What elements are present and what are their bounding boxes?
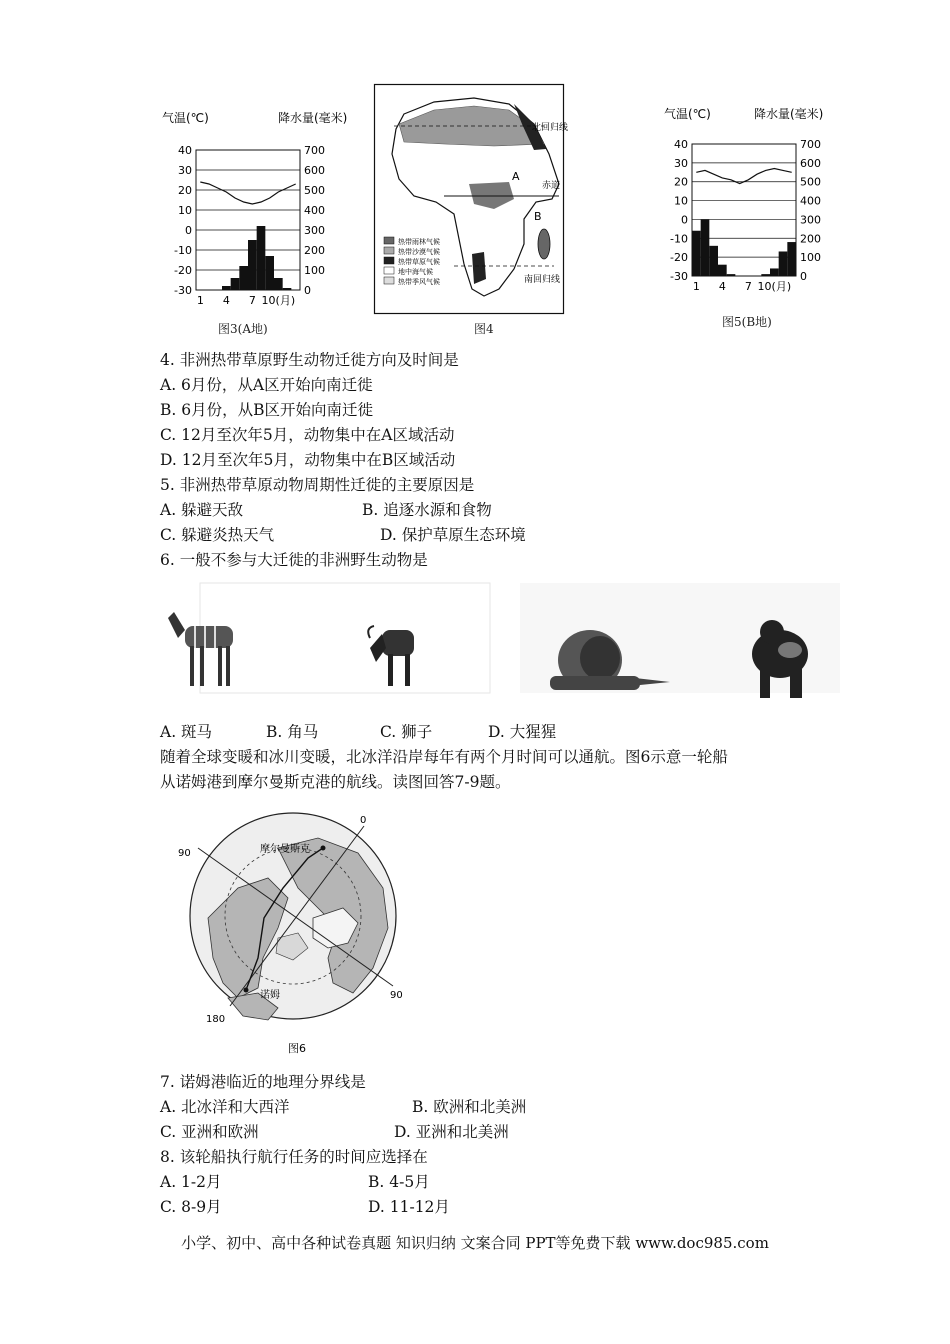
fig5-precip-bars xyxy=(692,219,796,276)
fig3-bar xyxy=(257,226,266,290)
fig5-right-tick: 300 xyxy=(800,213,821,227)
q4-option-c: C. 12月至次年5月，动物集中在A区域活动 xyxy=(160,426,455,444)
fig5-x-tick: 10(月) xyxy=(757,280,792,293)
fig3-x-ticks xyxy=(197,294,295,307)
passage-line-2: 从诺姆港到摩尔曼斯克港的航线。读图回答7-9题。 xyxy=(160,773,511,791)
fig3-bar xyxy=(265,256,274,290)
fig3-left-tick: 10 xyxy=(178,204,192,217)
q5-stem: 5. 非洲热带草原动物周期性迁徙的主要原因是 xyxy=(160,476,475,494)
fig5-bar xyxy=(761,274,770,276)
fig3-left-axis-label: 气温(℃) xyxy=(162,111,209,125)
fig4-caption: 图4 xyxy=(474,322,494,336)
fig3-right-ticks xyxy=(304,144,325,297)
fig3-left-tick: 30 xyxy=(178,164,192,177)
q4-option-d: D. 12月至次年5月，动物集中在B区域活动 xyxy=(160,451,456,469)
q4-option-a: A. 6月份，从A区开始向南迁徙 xyxy=(160,376,373,394)
fig3-left-tick: -20 xyxy=(174,264,192,277)
q8-stem: 8. 该轮船执行航行任务的时间应选择在 xyxy=(160,1148,428,1166)
madagascar xyxy=(538,229,550,259)
legend-item: 热带草原气候 xyxy=(398,258,440,266)
label-murmansk: 摩尔曼斯克 xyxy=(260,844,310,855)
fig3-right-tick: 200 xyxy=(304,244,325,257)
animals-photo-strip xyxy=(160,578,850,718)
fig6-caption: 图6 xyxy=(288,1042,306,1055)
q7-option-a: A. 北冰洋和大西洋 xyxy=(160,1098,290,1116)
label-lon-180: 180 xyxy=(206,1014,226,1025)
fig3-bar xyxy=(239,266,248,290)
q8-option-c: C. 8-9月 xyxy=(160,1198,222,1216)
q7-option-b: B. 欧洲和北美洲 xyxy=(412,1098,527,1116)
fig3-left-ticks xyxy=(174,144,192,297)
legend-item: 热带雨林气候 xyxy=(398,238,440,246)
fig3-right-tick: 100 xyxy=(304,264,325,277)
q8-option-a: A. 1-2月 xyxy=(160,1173,222,1191)
fig5-bar xyxy=(787,242,796,276)
fig5-right-tick: 0 xyxy=(800,270,807,283)
fig5-x-ticks xyxy=(693,280,791,293)
fig3-caption: 图3(A地) xyxy=(218,322,268,336)
fig5-right-tick: 700 xyxy=(800,138,821,151)
q7-stem: 7. 诺姆港临近的地理分界线是 xyxy=(160,1073,366,1091)
fig3-bar xyxy=(248,240,257,290)
q6-option-d: D. 大猩猩 xyxy=(488,723,557,741)
fig5-right-tick: 400 xyxy=(800,194,821,208)
fig5-right-tick: 500 xyxy=(800,175,821,189)
fig5-left-tick: 0 xyxy=(681,213,688,227)
q8-option-b: B. 4-5月 xyxy=(368,1173,430,1191)
label-nome: 诺姆 xyxy=(260,990,280,1001)
fig5-bar xyxy=(770,268,779,276)
fig5-left-tick: 20 xyxy=(674,175,688,189)
q5-option-b: B. 追逐水源和食物 xyxy=(362,501,492,519)
fig3-x-tick: 1 xyxy=(196,294,204,307)
fig5-left-axis-label: 气温(℃) xyxy=(664,107,711,121)
q6-stem: 6. 一般不参与大迁徙的非洲野生动物是 xyxy=(160,551,428,569)
fig5-bar xyxy=(709,246,718,276)
fig5-left-tick: 40 xyxy=(674,138,688,151)
q5-option-c: C. 躲避炎热天气 xyxy=(160,526,275,544)
fig5-left-tick: -30 xyxy=(670,270,688,283)
fig3-bar xyxy=(231,278,240,290)
fig3-right-tick: 700 xyxy=(304,144,325,157)
legend-item: 地中海气候 xyxy=(398,268,433,276)
q4-option-b: B. 6月份，从B区开始向南迁徙 xyxy=(160,401,373,419)
label-lon-90-right: 90 xyxy=(390,990,403,1001)
fig5-right-ticks xyxy=(800,138,821,283)
fig5-right-axis-label: 降水量(毫米) xyxy=(754,107,824,121)
q4-stem: 4. 非洲热带草原野生动物迁徙方向及时间是 xyxy=(160,351,459,369)
fig3-precip-bars xyxy=(222,226,291,290)
fig5-left-tick: 30 xyxy=(674,156,688,170)
fig3-right-tick: 300 xyxy=(304,224,325,237)
figure3-climate-chart xyxy=(160,100,360,345)
fig5-left-ticks xyxy=(670,138,688,283)
fig5-left-tick: -20 xyxy=(670,251,688,265)
fig5-x-tick: 4 xyxy=(718,280,726,293)
fig3-right-tick: 0 xyxy=(304,284,311,297)
figure4-africa-map xyxy=(374,84,569,314)
label-lon-0: 0 xyxy=(360,815,367,826)
fig3-x-tick: 7 xyxy=(248,294,256,307)
q5-option-d: D. 保护草原生态环境 xyxy=(380,526,526,544)
label-tropic-north: 北回归线 xyxy=(532,123,569,133)
label-tropic-south: 南回归线 xyxy=(524,275,561,285)
figure6-polar-map xyxy=(168,808,418,1058)
fig3-left-tick: 0 xyxy=(185,224,192,237)
legend-item: 热带季风气候 xyxy=(398,278,440,286)
fig3-bar xyxy=(274,278,283,290)
label-area-a: A xyxy=(512,170,520,183)
fig5-right-tick: 600 xyxy=(800,156,821,170)
fig5-x-tick: 7 xyxy=(744,280,752,293)
fig5-bar xyxy=(779,251,788,276)
fig3-right-axis-label: 降水量(毫米) xyxy=(278,111,348,125)
fig5-bar xyxy=(692,231,701,276)
fig3-left-tick: -30 xyxy=(174,284,192,297)
q6-option-c: C. 狮子 xyxy=(380,723,433,741)
south-dark-zone xyxy=(472,252,486,284)
fig5-bar xyxy=(701,219,710,276)
fig5-caption: 图5(B地) xyxy=(722,315,772,329)
passage-line-1: 随着全球变暖和冰川变暖，北冰洋沿岸每年有两个月时间可以通航。图6示意一轮船 xyxy=(160,748,728,766)
fig5-temperature-line xyxy=(696,169,791,184)
figure5-climate-chart xyxy=(662,100,862,300)
legend-item: 热带沙漠气候 xyxy=(398,248,440,256)
fig5-left-tick: 10 xyxy=(674,194,688,208)
port-murmansk-dot xyxy=(321,846,326,851)
fig3-left-tick: 20 xyxy=(178,184,192,197)
fig5-right-tick: 200 xyxy=(800,232,821,246)
q8-option-d: D. 11-12月 xyxy=(368,1198,450,1216)
fig5-bar xyxy=(718,265,727,276)
q5-option-a: A. 躲避天敌 xyxy=(160,501,244,519)
fig3-left-tick: 40 xyxy=(178,144,192,157)
fig3-right-tick: 400 xyxy=(304,204,325,217)
label-area-b: B xyxy=(534,210,542,223)
fig5-left-tick: -10 xyxy=(670,232,688,246)
q7-option-d: D. 亚洲和北美洲 xyxy=(394,1123,509,1141)
page-footer: 小学、初中、高中各种试卷真题 知识归纳 文案合同 PPT等免费下载 www.doc985.com xyxy=(181,1234,769,1252)
label-lon-90-left: 90 xyxy=(178,848,191,859)
fig3-temperature-line xyxy=(200,182,295,204)
fig3-right-tick: 600 xyxy=(304,164,325,177)
fig5-bar xyxy=(727,274,736,276)
port-nome-dot xyxy=(244,988,249,993)
fig3-x-tick: 4 xyxy=(222,294,230,307)
fig5-right-tick: 100 xyxy=(800,251,821,265)
q6-option-b: B. 角马 xyxy=(266,723,319,741)
label-equator: 赤道 xyxy=(542,181,561,191)
fig3-bar xyxy=(222,286,231,290)
fig3-right-tick: 500 xyxy=(304,184,325,197)
q7-option-c: C. 亚洲和欧洲 xyxy=(160,1123,259,1141)
fig3-x-tick: 10(月) xyxy=(261,294,296,307)
q6-option-a: A. 斑马 xyxy=(160,723,213,741)
fig3-bar xyxy=(283,288,292,290)
fig5-x-tick: 1 xyxy=(692,280,700,293)
fig3-left-tick: -10 xyxy=(174,244,192,257)
